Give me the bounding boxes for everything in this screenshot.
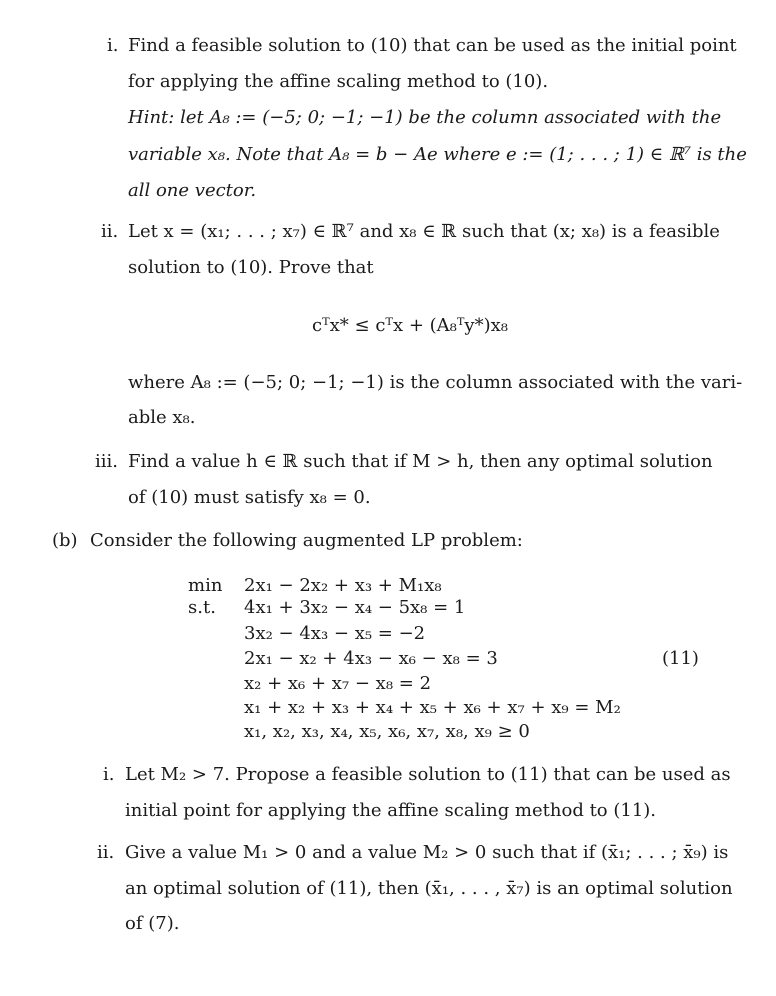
item-a-ii-after-line2: able x₈. <box>128 407 196 428</box>
item-b-i-marker: i. <box>103 764 115 785</box>
item-a-ii-after-line1: where A₈ := (−5; 0; −1; −1) is the column associated with the vari- <box>128 372 743 393</box>
lp-constraint-2: 3x₂ − 4x₃ − x₅ = −2 <box>244 623 426 644</box>
lp-st-label: s.t. <box>188 597 216 618</box>
item-a-i-marker: i. <box>107 35 119 56</box>
item-b-ii-line3: of (7). <box>125 913 180 934</box>
item-b-i-line2: initial point for applying the affine scaling method to (11). <box>125 800 657 821</box>
item-a-ii-line2: solution to (10). Prove that <box>128 257 374 278</box>
item-a-iii-line1: Find a value h ∈ ℝ such that if M > h, then any optimal solution <box>128 451 713 472</box>
item-a-i-hint-line1: Hint: let A₈ := (−5; 0; −1; −1) be the column associated with the <box>128 107 722 128</box>
lp-min-label: min <box>188 575 223 596</box>
lp-constraint-5: x₁ + x₂ + x₃ + x₄ + x₅ + x₆ + x₇ + x₉ = M₂ <box>244 697 621 718</box>
item-b-ii-line2: an optimal solution of (11), then (x̄₁, . . . , x̄₇) is an optimal solution <box>125 878 733 899</box>
item-a-i-hint-line2: variable x₈. Note that A₈ = b − Ae where e := (1; . . . ; 1) ∈ ℝ⁷ is the <box>128 144 747 165</box>
lp-constraint-4: x₂ + x₆ + x₇ − x₈ = 2 <box>244 673 432 694</box>
item-a-ii-line1: Let x = (x₁; . . . ; x₇) ∈ ℝ⁷ and x₈ ∈ ℝ such that (x; x₈) is a feasible <box>128 221 720 242</box>
lp-nonnegativity: x₁, x₂, x₃, x₄, x₅, x₆, x₇, x₈, x₉ ≥ 0 <box>244 721 530 742</box>
item-a-ii-marker: ii. <box>101 221 119 242</box>
lp-objective: 2x₁ − 2x₂ + x₃ + M₁x₈ <box>244 575 442 596</box>
lp-constraint-1: 4x₁ + 3x₂ − x₄ − 5x₈ = 1 <box>244 597 466 618</box>
part-b-marker: (b) <box>52 530 78 551</box>
item-a-iii-marker: iii. <box>95 451 118 472</box>
item-a-iii-line2: of (10) must satisfy x₈ = 0. <box>128 487 371 508</box>
item-b-i-line1: Let M₂ > 7. Propose a feasible solution to (11) that can be used as <box>125 764 731 785</box>
item-b-ii-marker: ii. <box>97 842 115 863</box>
item-a-i-line2: for applying the affine scaling method to (10). <box>128 71 549 92</box>
lp-constraint-3: 2x₁ − x₂ + 4x₃ − x₆ − x₈ = 3 <box>244 648 498 669</box>
inequality-equation: cᵀx* ≤ cᵀx + (A₈ᵀy*)x₈ <box>312 315 508 336</box>
lp-equation-number: (11) <box>662 648 699 669</box>
item-b-ii-line1: Give a value M₁ > 0 and a value M₂ > 0 such that if (x̄₁; . . . ; x̄₉) is <box>125 842 729 863</box>
item-a-i-hint-line3: all one vector. <box>128 180 257 201</box>
item-a-i-line1: Find a feasible solution to (10) that can be used as the initial point <box>128 35 737 56</box>
part-b-intro: Consider the following augmented LP problem: <box>90 530 523 551</box>
